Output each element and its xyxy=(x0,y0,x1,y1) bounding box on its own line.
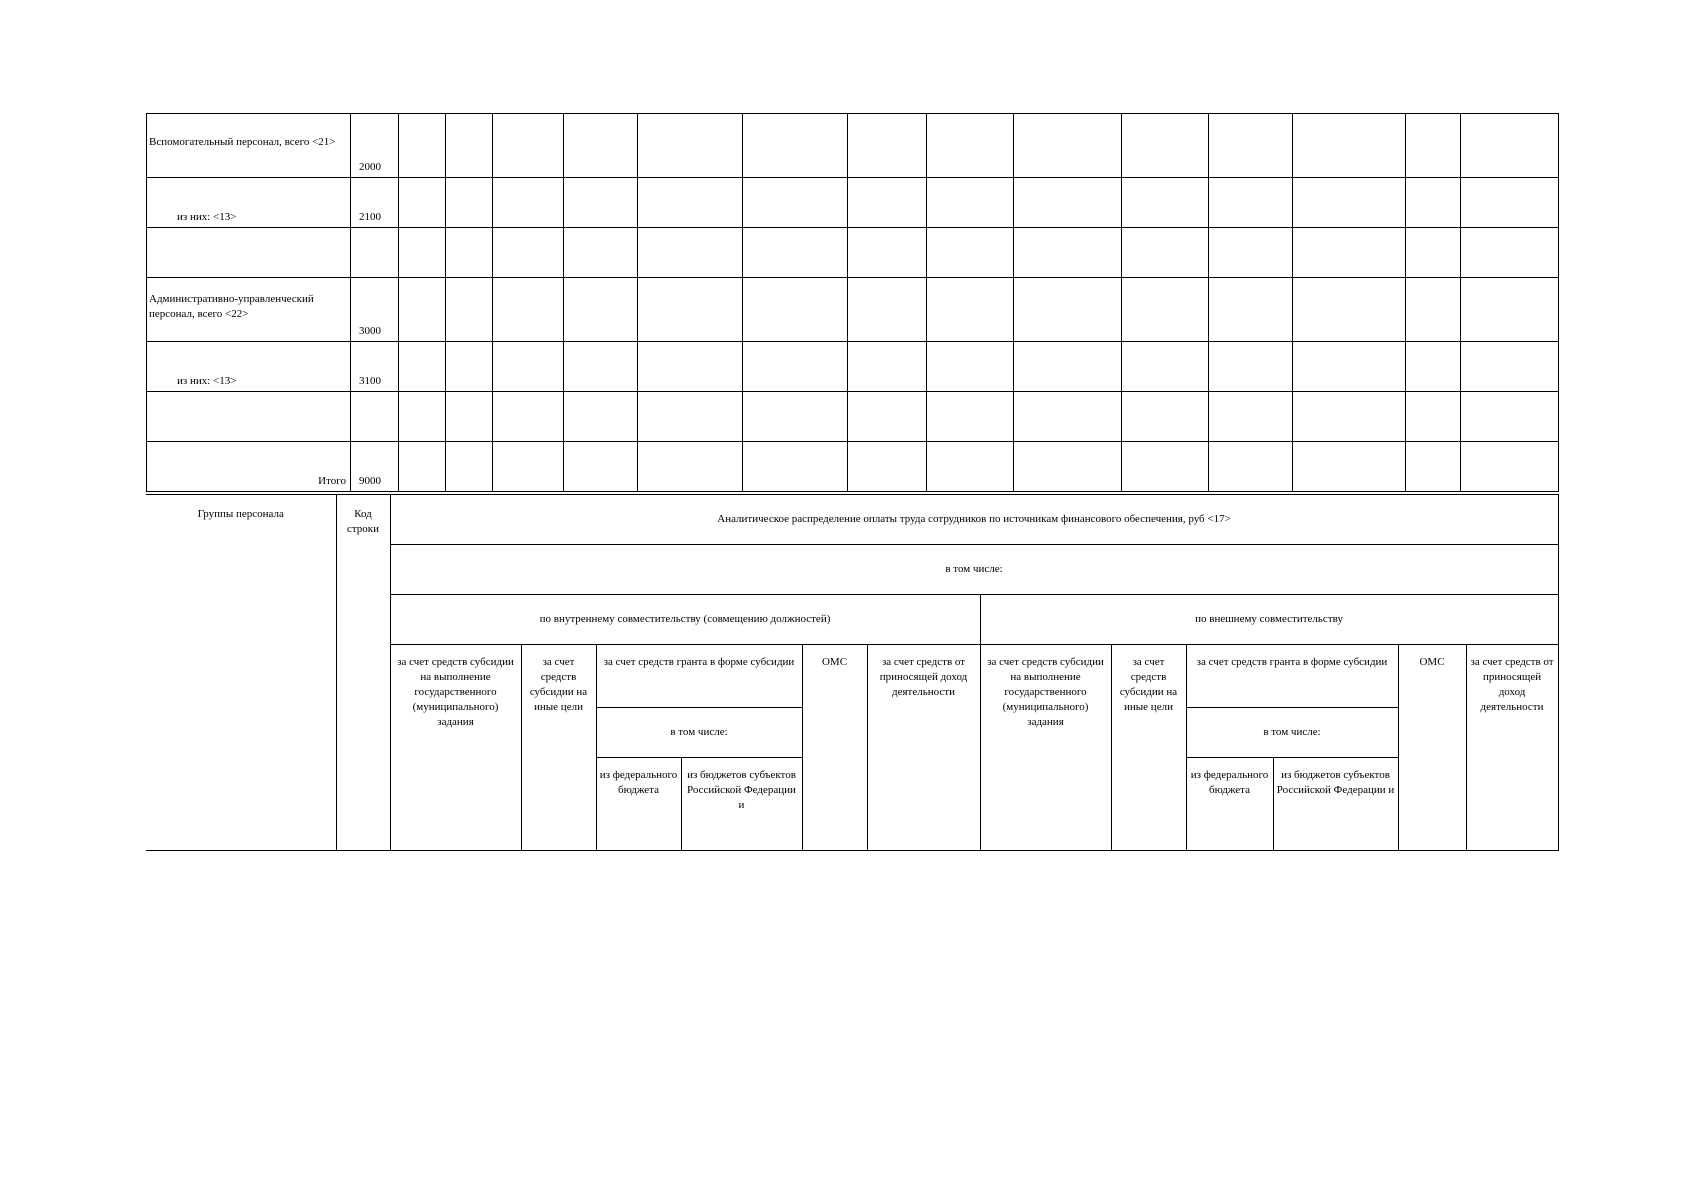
cell[interactable] xyxy=(399,442,446,492)
table-row xyxy=(147,342,1559,392)
table-row xyxy=(147,228,1559,278)
cell[interactable] xyxy=(493,178,564,228)
cell[interactable] xyxy=(1209,442,1293,492)
cell[interactable] xyxy=(1461,442,1559,492)
table-row-total xyxy=(147,442,1559,492)
header-int-income-activity: за счет средств от приносящей доход деятельности xyxy=(867,645,980,851)
cell[interactable] xyxy=(446,278,493,342)
cell[interactable] xyxy=(848,342,927,392)
cell[interactable] xyxy=(446,342,493,392)
cell[interactable] xyxy=(848,114,927,178)
row-code: 3000 xyxy=(351,278,399,342)
cell[interactable] xyxy=(927,114,1014,178)
cell[interactable] xyxy=(743,178,848,228)
header-ext-oms: ОМС xyxy=(1398,645,1466,851)
total-label: Итого xyxy=(147,442,351,492)
cell[interactable] xyxy=(1293,228,1406,278)
header-int-grant-including: в том числе: xyxy=(596,708,802,758)
table-row xyxy=(147,114,1559,178)
cell[interactable] xyxy=(743,114,848,178)
cell[interactable] xyxy=(446,228,493,278)
cell[interactable] xyxy=(493,114,564,178)
table-row xyxy=(147,278,1559,342)
cell[interactable] xyxy=(638,228,743,278)
cell[interactable] xyxy=(1293,442,1406,492)
cell[interactable] xyxy=(1014,278,1122,342)
cell[interactable] xyxy=(1406,392,1461,442)
cell[interactable] xyxy=(446,392,493,442)
cell[interactable] xyxy=(493,392,564,442)
cell[interactable] xyxy=(1406,278,1461,342)
cell[interactable] xyxy=(1014,392,1122,442)
cell[interactable] xyxy=(1122,392,1209,442)
cell[interactable] xyxy=(927,442,1014,492)
cell[interactable] xyxy=(564,114,638,178)
cell[interactable] xyxy=(1014,228,1122,278)
cell[interactable] xyxy=(1122,114,1209,178)
row-code: 2000 xyxy=(351,114,399,178)
cell[interactable] xyxy=(1461,342,1559,392)
total-code: 9000 xyxy=(351,442,399,492)
cell[interactable] xyxy=(1209,342,1293,392)
row-label: Вспомогательный персонал, всего <21> xyxy=(147,114,351,178)
cell[interactable] xyxy=(564,278,638,342)
row-label: Административно-управленческий персонал, всего <22> xyxy=(147,278,351,342)
cell[interactable] xyxy=(1293,342,1406,392)
header-internal: по внутреннему совместительству (совмещению должностей) xyxy=(390,595,980,645)
cell[interactable] xyxy=(564,228,638,278)
row-label: из них: <13> xyxy=(147,178,351,228)
cell[interactable] xyxy=(1406,114,1461,178)
row-label[interactable] xyxy=(147,392,351,442)
cell[interactable] xyxy=(1014,114,1122,178)
header-table xyxy=(146,494,1559,851)
cell[interactable] xyxy=(1122,178,1209,228)
cell[interactable] xyxy=(1406,178,1461,228)
row-code: 3100 xyxy=(351,342,399,392)
cell[interactable] xyxy=(927,342,1014,392)
header-int-subsidy-state-task: за счет средств субсидии на выполнение государственного (муниципального) задания xyxy=(390,645,521,851)
header-including: в том числе: xyxy=(390,545,1558,595)
cell[interactable] xyxy=(1406,342,1461,392)
cell[interactable] xyxy=(1461,392,1559,442)
table-row xyxy=(147,392,1559,442)
cell[interactable] xyxy=(743,392,848,442)
cell[interactable] xyxy=(1461,278,1559,342)
cell[interactable] xyxy=(848,228,927,278)
cell[interactable] xyxy=(1122,228,1209,278)
cell[interactable] xyxy=(638,278,743,342)
header-ext-grant-including: в том числе: xyxy=(1186,708,1398,758)
header-int-oms: ОМС xyxy=(802,645,867,851)
cell[interactable] xyxy=(1122,342,1209,392)
cell[interactable] xyxy=(638,442,743,492)
cell[interactable] xyxy=(493,228,564,278)
header-ext-subsidy-other: за счет средств субсидии на иные цели xyxy=(1111,645,1186,851)
cell[interactable] xyxy=(743,278,848,342)
header-ext-federal-budget: из федерального бюджета xyxy=(1186,758,1273,851)
cell[interactable] xyxy=(638,114,743,178)
cell[interactable] xyxy=(743,228,848,278)
cell[interactable] xyxy=(446,442,493,492)
header-external: по внешнему совместительству xyxy=(980,595,1558,645)
cell[interactable] xyxy=(399,342,446,392)
cell[interactable] xyxy=(1461,228,1559,278)
cell[interactable] xyxy=(399,392,446,442)
header-int-grant-subsidy: за счет средств гранта в форме субсидии xyxy=(596,645,802,708)
cell[interactable] xyxy=(399,278,446,342)
cell[interactable] xyxy=(1209,392,1293,442)
header-ext-regional-budget: из бюджетов субъектов Российской Федерации и xyxy=(1273,758,1398,851)
cell[interactable] xyxy=(1209,278,1293,342)
cell[interactable] xyxy=(1461,178,1559,228)
cell[interactable] xyxy=(848,442,927,492)
cell[interactable] xyxy=(1293,278,1406,342)
header-ext-income-activity: за счет средств от приносящей доход деятельности xyxy=(1466,645,1558,851)
row-label[interactable] xyxy=(147,228,351,278)
cell[interactable] xyxy=(1209,228,1293,278)
cell[interactable] xyxy=(848,278,927,342)
cell[interactable] xyxy=(927,228,1014,278)
cell[interactable] xyxy=(927,392,1014,442)
cell[interactable] xyxy=(1461,114,1559,178)
header-staff-groups: Группы персонала xyxy=(146,495,336,851)
row-code[interactable] xyxy=(351,392,399,442)
cell[interactable] xyxy=(927,178,1014,228)
header-int-subsidy-other: за счет средств субсидии на иные цели xyxy=(521,645,596,851)
cell[interactable] xyxy=(493,278,564,342)
header-int-federal-budget: из федерального бюджета xyxy=(596,758,681,851)
header-ext-grant-subsidy: за счет средств гранта в форме субсидии xyxy=(1186,645,1398,708)
cell[interactable] xyxy=(1122,442,1209,492)
cell[interactable] xyxy=(1014,342,1122,392)
cell[interactable] xyxy=(493,342,564,392)
cell[interactable] xyxy=(446,114,493,178)
cell[interactable] xyxy=(848,392,927,442)
cell[interactable] xyxy=(638,392,743,442)
cell[interactable] xyxy=(927,278,1014,342)
cell[interactable] xyxy=(1293,178,1406,228)
cell[interactable] xyxy=(743,442,848,492)
cell[interactable] xyxy=(1406,228,1461,278)
cell[interactable] xyxy=(1209,178,1293,228)
cell[interactable] xyxy=(1293,392,1406,442)
cell[interactable] xyxy=(1014,442,1122,492)
cell[interactable] xyxy=(638,342,743,392)
table-row xyxy=(147,178,1559,228)
row-label: из них: <13> xyxy=(147,342,351,392)
cell[interactable] xyxy=(564,178,638,228)
cell[interactable] xyxy=(564,342,638,392)
cell[interactable] xyxy=(564,442,638,492)
header-int-regional-budget: из бюджетов субъектов Российской Федерации и xyxy=(681,758,802,851)
cell[interactable] xyxy=(399,114,446,178)
header-main-title: Аналитическое распределение оплаты труда сотрудников по источникам финансового обеспечения, руб <17> xyxy=(390,495,1558,545)
cell[interactable] xyxy=(399,228,446,278)
cell[interactable] xyxy=(848,178,927,228)
cell[interactable] xyxy=(1014,178,1122,228)
cell[interactable] xyxy=(1406,442,1461,492)
staff-data-table xyxy=(146,113,1559,492)
cell[interactable] xyxy=(564,392,638,442)
cell[interactable] xyxy=(743,342,848,392)
row-code[interactable] xyxy=(351,228,399,278)
cell[interactable] xyxy=(493,442,564,492)
cell[interactable] xyxy=(1122,278,1209,342)
cell[interactable] xyxy=(446,178,493,228)
row-code: 2100 xyxy=(351,178,399,228)
cell[interactable] xyxy=(399,178,446,228)
header-row-code: Код строки xyxy=(336,495,390,851)
header-ext-subsidy-state-task: за счет средств субсидии на выполнение государственного (муниципального) задания xyxy=(980,645,1111,851)
cell[interactable] xyxy=(1209,114,1293,178)
cell[interactable] xyxy=(1293,114,1406,178)
cell[interactable] xyxy=(638,178,743,228)
